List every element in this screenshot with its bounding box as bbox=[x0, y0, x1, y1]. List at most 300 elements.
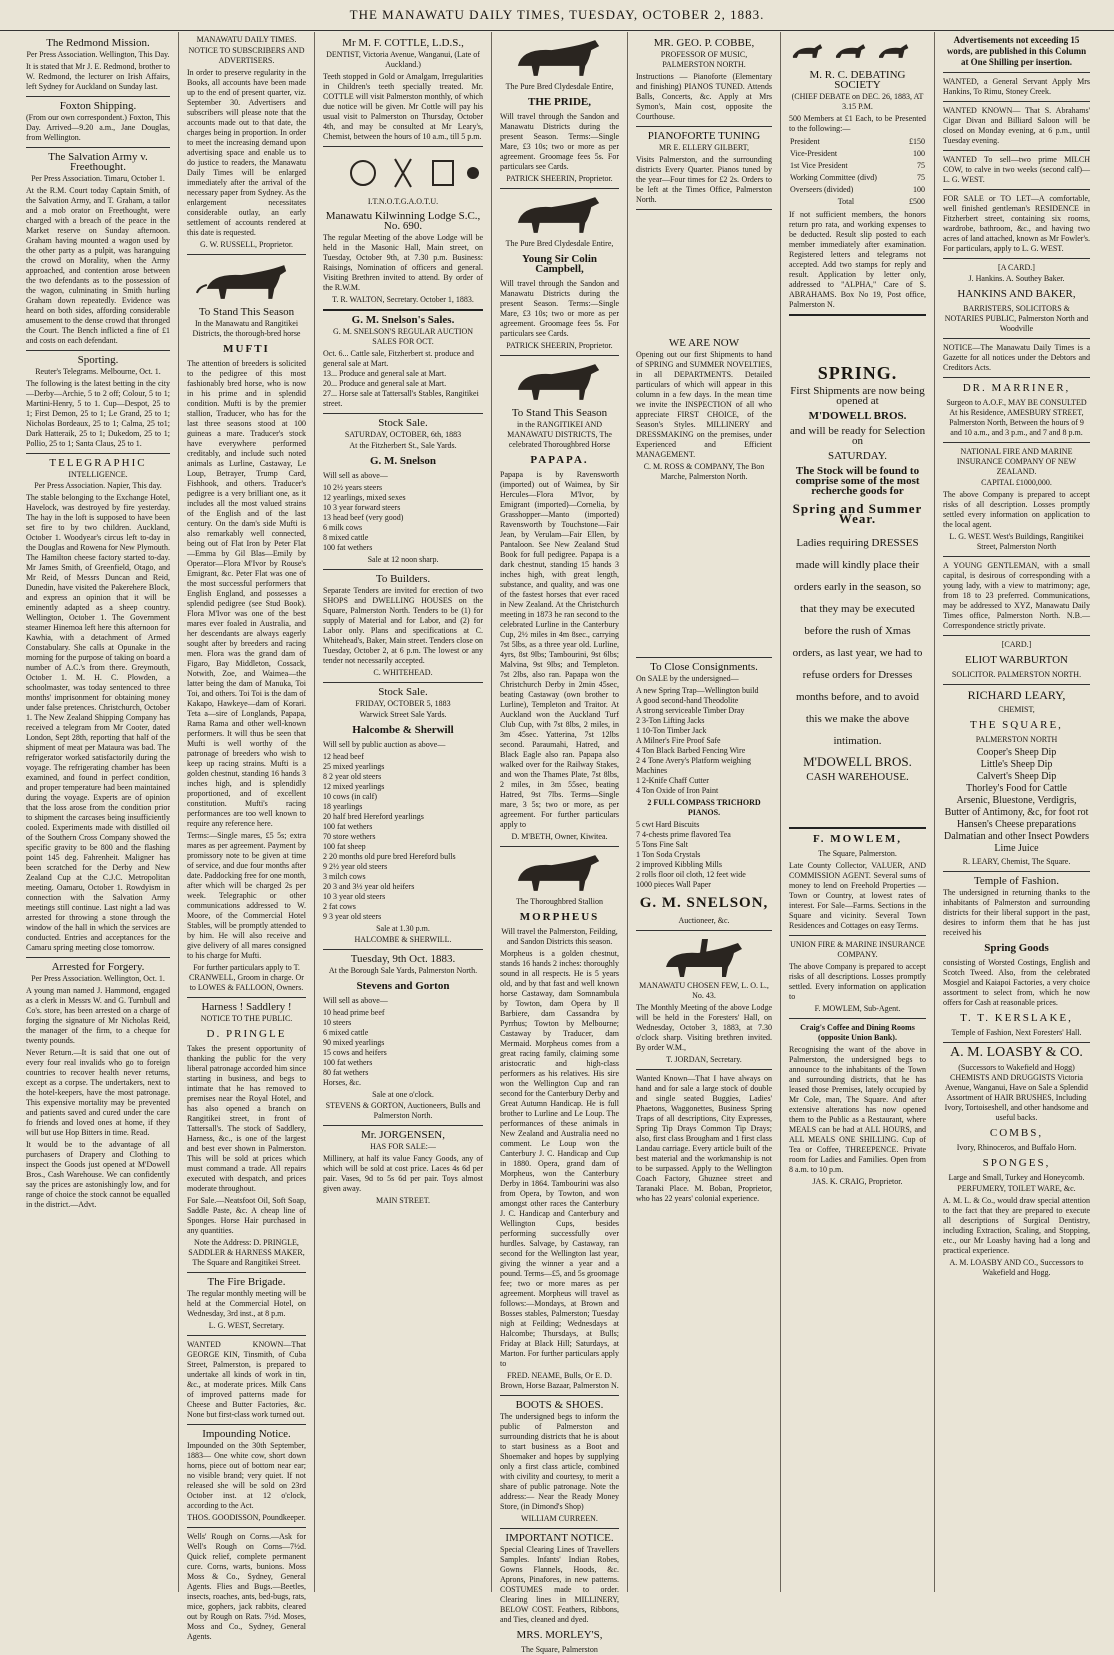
list-item: Oct. 6... Cattle sale, Fitzherbert st. produce and general sale at Mart. bbox=[323, 349, 474, 368]
leary-name: RICHARD LEARY, bbox=[967, 688, 1066, 702]
list-item: 10 steers bbox=[323, 1018, 352, 1027]
divider bbox=[636, 930, 772, 931]
stock-place: At the Fitzherbert St., Sale Yards. bbox=[349, 441, 457, 450]
morpheus-intro: The Thoroughbred Stallion bbox=[516, 897, 603, 906]
salvation-title: The Salvation Army v. Freethought. bbox=[48, 151, 148, 173]
divider bbox=[323, 309, 483, 311]
lodge-sig: T. JORDAN, Secretary. bbox=[666, 1055, 742, 1064]
cottle-title: Mr M. F. COTTLE, L.D.S., bbox=[342, 37, 464, 49]
list-item: 6 milk cows bbox=[323, 523, 363, 532]
cottle-text: Teeth stopped in Gold or Amalgam, Irregularities in Children's teeth specially treated. Mr. COTTLE will visit Palmerston monthly, of which due notice will be given. Mr Cottle will pay his usual visit to Palmerston on Thursday, October 4th, and may be consulted at Mr Leary's, Chemist, between the hours of 10 a.m., till 5 p.m. bbox=[323, 72, 483, 141]
important-text: Special Clearing Lines of Travellers Samples. Infants' Indian Robes, Gowns Flannels, Hoods, &c. Aprons, Pinafores, in new patterns. COSTUMES made to order. Clearing lines in MILLINERY, BELOW COST. Feathers, Ribbons, and Ties, cleaned and dyed. bbox=[500, 1545, 619, 1624]
wanted-abrahams: WANTED KNOWN— That S. Abrahams' Cigar Divan and Billiard Saloon will be closed on Monday evening, at 6 p.m., until Tuesday evening. bbox=[943, 106, 1090, 145]
list-item: Hansen's Cheese preparations bbox=[957, 819, 1076, 830]
divider bbox=[187, 1527, 306, 1528]
list-item: 10 head prime beef bbox=[323, 1008, 385, 1017]
union-title: UNION FIRE & MARINE INSURANCE COMPANY. bbox=[790, 940, 925, 959]
list-item: 2 fat cows bbox=[323, 902, 356, 911]
telegraphic-title: TELEGRAPHIC bbox=[49, 457, 147, 469]
list-item: 1000 pieces Wall Paper bbox=[636, 880, 711, 889]
ladies-text: Ladies requiring DRESSES made will kindly place their orders early in the season, so that they may be executed before the rush of Xmas orders, as last year, we had to refuse orders for Dresses months before, and to avoid this we make the above intimation. bbox=[792, 537, 923, 747]
divider bbox=[323, 682, 483, 683]
divider bbox=[789, 314, 926, 316]
salvation-sub: Per Press Association. Timaru, October 1. bbox=[31, 174, 165, 183]
horse-illustration bbox=[500, 193, 619, 237]
table-row: Vice-President 100 bbox=[790, 149, 925, 158]
divider bbox=[943, 635, 1090, 636]
column-1 bbox=[18, 32, 179, 1592]
insurance-sig: L. G. WEST. West's Buildings, Rangitikei Street, Palmerston North bbox=[949, 532, 1084, 551]
advt-text: It would be to the advantage of all purchasers of Drapery and Clothing to inspect the Goods just opened at M'Dowell Bros., Cash Warehouse. We can confidently say the prices are astonishingly low, and for range of choice the stock cannot be equalled in the district.—Advt. bbox=[26, 1140, 170, 1209]
columns bbox=[18, 32, 1098, 1654]
impound-title: Impounding Notice. bbox=[202, 1428, 291, 1440]
list-item: 27... Horse sale at Tattersall's Stables, Rangitikei street. bbox=[323, 389, 479, 408]
spring-line: First Shipments are now being opened at bbox=[790, 385, 925, 407]
divider bbox=[789, 935, 926, 936]
craig-sig: JAS. K. CRAIG, Proprietor. bbox=[812, 1177, 903, 1186]
list-item: 2 improved Kibbling Mills bbox=[636, 860, 722, 869]
morpheus-sig: FRED. NEAME, Bulls, Or E. D. Brown, Horse Bazaar, Palmerston N. bbox=[500, 1371, 619, 1390]
tuning-text: Visits Palmerston, and the surrounding districts Every Quarter. Pianos tuned by the year—Four times for £2 2s. Orders to be left at the Times Office, Palmerston North. bbox=[636, 155, 772, 204]
cash-warehouse: CASH WAREHOUSE. bbox=[806, 771, 909, 783]
column-7 bbox=[935, 32, 1098, 1592]
fashion-text: The undersigned in returning thanks to the inhabitants of Palmerston and surrounding districts for their liberal support in the past, desires to inform them that he has just received his bbox=[943, 888, 1090, 937]
column-4 bbox=[492, 32, 628, 1654]
divider bbox=[323, 413, 483, 414]
divider bbox=[323, 1125, 483, 1126]
notice-title: MANAWATU DAILY TIMES. bbox=[196, 35, 297, 44]
card-label: [A CARD.] bbox=[998, 263, 1035, 272]
mdowell-name: M'DOWELL BROS. bbox=[803, 754, 912, 769]
divider bbox=[26, 96, 170, 97]
loasby-note: A. M. L. & Co., would draw special attention to the fact that they are prepared to execute all descriptions of Surgical Dentistry, including Extraction, Scaling, and Stopping, etc., our Mr Loasby having had a long and practical experience. bbox=[943, 1196, 1090, 1255]
mufti-text: The attention of breeders is solicited to the pedigree of this most fashionably bred horse, who is now in his prime and in splendid condition. Mufti is by the premier stallion, Traducer, who has for the last three seasons stood at 100 guineas a mare. Traducer's stock have everywhere performed creditably, and include such noted animals as Lurline, Castaway, Le Loup, Betrayer, Trump Card, Fishhook, and others. Traducer's pedigree is a very brilliant one, as it includes all the most valued strains of the English and of the last century. On the dam's side Mufti is also remarkably well connected, being out of Flat Iron by Peter Flat—Emma by Gil Blas—Emily by Operator—Flora M'Ivor by Rouse's Emigrant, &c. Peter Flat was one of the most successful performers that English England, and possesses a splendid pedigree (see Stud Book). Flora M'Ivor was one of the best mares ever foaled in Australia, and her descendants are always eagerly sought after by breeders and racing men. Flora was the grand dam of Figaro, Bay Middleton, Cossack, Notwith, Zoe, and Waimea—the latter being the dam of Manuka, Toi Toi, and others. Toi Toi is the dam of Kakapo, Hawkeye—dam of Korari. Teta a—sire of Longlands, Papapa, Rama Rama and other well-known performers. It will thus be seen that Mufti is well worthy of the patronage of breeders who wish to keep up racing strains. Mufti is a golden chestnut, standing 16 hands 3 inches high, and is splendidly proportioned, and of excellent constitution. Mufti's racing performances are too well known to require any reference here. bbox=[187, 359, 306, 828]
table-row: Working Committee (divd) 75 bbox=[790, 173, 925, 182]
divider bbox=[943, 101, 1090, 102]
forgery-title: Arrested for Forgery. bbox=[51, 961, 145, 973]
divider bbox=[789, 827, 926, 829]
advert-head: Advertisements not exceeding 15 words, are published in this Column at One Shilling per insertion. bbox=[946, 35, 1087, 67]
pringle-sale: For Sale.—Neatsfoot Oil, Soft Soap, Saddle Paste, &c. A cheap line of Sponges. Horse Hair purchased in any quantities. bbox=[187, 1196, 306, 1235]
list-item: Calvert's Sheep Dip bbox=[976, 771, 1057, 782]
eliot-sub: SOLICITOR. PALMERSTON NORTH. bbox=[951, 670, 1082, 679]
blank-space bbox=[789, 320, 926, 360]
list-item: 12 head beef bbox=[323, 752, 364, 761]
list-item: 12 mixed yearlings bbox=[323, 782, 385, 791]
craig-title: Craig's Coffee and Dining Rooms (opposite Union Bank). bbox=[800, 1023, 915, 1042]
important-title: IMPORTANT NOTICE. bbox=[505, 1532, 614, 1544]
wanted-servant: WANTED, a General Servant Apply Mrs Hankins, To Rimu, Stoney Creek. bbox=[943, 77, 1090, 96]
debating-title: M. R. C. DEBATING SOCIETY bbox=[809, 69, 906, 91]
divider bbox=[943, 556, 1090, 557]
loasby-sig: A. M. LOASBY AND CO., Successors to Wakefield and Hogg. bbox=[949, 1258, 1084, 1277]
spring-line: M'DOWELL BROS. bbox=[808, 410, 907, 422]
list-item: 1 2-Knife Chaff Cutter bbox=[636, 776, 709, 785]
fashion-title: Temple of Fashion. bbox=[973, 875, 1060, 887]
column-2 bbox=[179, 32, 315, 1641]
divider bbox=[636, 209, 772, 210]
stock-date: SATURDAY, OCTOBER, 6th, 1883 bbox=[344, 430, 462, 439]
pianos-title: 2 FULL COMPASS TRICHORD PIANOS. bbox=[647, 798, 761, 817]
divider bbox=[500, 846, 619, 847]
halcombe-sig: HALCOMBE & SHERWILL. bbox=[354, 935, 452, 944]
divider bbox=[26, 453, 170, 454]
boots-sig: WILLIAM CURREEN. bbox=[521, 1514, 598, 1523]
leary-town: PALMERSTON NORTH bbox=[975, 735, 1058, 744]
divider bbox=[943, 72, 1090, 73]
debating-text: 500 Members at £1 Each, to be Presented to the following:— bbox=[789, 114, 926, 133]
divider bbox=[323, 569, 483, 570]
stock-sale-title: Stock Sale. bbox=[378, 417, 428, 429]
leary-square: THE SQUARE, bbox=[970, 719, 1063, 731]
pride-sig: PATRICK SHEERIN, Proprietor. bbox=[506, 174, 613, 183]
blank-space bbox=[636, 483, 772, 653]
sporting-text: The following is the latest betting in the city—Derby—Archie, 5 to 2 off; Colour, 5 to 1; Martini-Henry, 5 to 1. Cup—Despot, 25 to 1; First Demon, 25 to 1; Le Grand, 25 to 1; Nicholas Bordeaux, 25 to 1; Calma, 25 to1; Dark Hatteraik, 25 to 1; Dukedom, 25 to 1; Pollio, 25 to 1; Santa Claus, 25 to 1. bbox=[26, 379, 170, 448]
divider bbox=[323, 949, 483, 950]
spring-wear: Spring and Summer Wear. bbox=[792, 501, 923, 526]
union-sig: F. MOWLEM, Sub-Agent. bbox=[814, 1004, 901, 1013]
salvation-text: At the R.M. Court today Captain Smith, of the Salvation Army, and T. Graham, a tailor and a mob orator on Freethought, were charged with a breach of the peace in the Market reserve on Sunday afternoon. Graham having mounted a wagon used by the other party as a pulpit, was haranguing the crowd on Morality, when the Army approached, and contention arose between the two defendants as to the possession of the wagon, culminating in Smith hurling Graham down repeatedly. Evidence was heard on both sides, affording considerable amusement to the dense crowd that thronged the Court. The Bench inflicted a fine of £1 and costs on each defendant. bbox=[26, 186, 170, 345]
divider bbox=[943, 1042, 1090, 1043]
divider bbox=[26, 350, 170, 351]
divider bbox=[187, 254, 306, 255]
table-row: Overseers (divided) 100 bbox=[790, 185, 925, 194]
mowlem-text: Late County Collector, VALUER, AND COMMISSION AGENT. Several sums of money to lend on Freehold Properties — Town or Country, at lowest rates of interest. For Sale—Farms. Sections in the Square and vicinity. Several Town Residences and Cottages on easy Terms. bbox=[789, 861, 926, 930]
tuesday-place: At the Borough Sale Yards, Palmerston North. bbox=[328, 966, 478, 975]
sporting-title: Sporting. bbox=[77, 354, 119, 366]
list-item: A new Spring Trap—Wellington build bbox=[636, 686, 759, 695]
list-item: 8 2 year old steers bbox=[323, 772, 382, 781]
column-5 bbox=[628, 32, 781, 1592]
list-item: 9 2½ year old steers bbox=[323, 862, 388, 871]
stand-sub: In the Manawatu and Rangitikei Districts, the thorough-bred horse bbox=[192, 319, 301, 338]
list-item: 15 cows and heifers bbox=[323, 1048, 387, 1057]
builders-text: Separate Tenders are invited for erection of two SHOPS and DWELLING HOUSES on the Square, Palmerston North. Tenders to be (1) for supply of Material and for Labor, and (2) for Labor only. Plans and specifications at C. Whitehead's, Baker, Main street. Tenders close on Tuesday, October 2, at 6 p.m. The lowest or any tender not necessarily accepted. bbox=[323, 586, 483, 665]
sporting-sub: Reuter's Telegrams. Melbourne, Oct. 1. bbox=[35, 367, 161, 376]
snelson-intro: G. M. SNELSON'S REGULAR AUCTION SALES FOR OCT. bbox=[332, 327, 474, 346]
list-item: 13... Produce and general sale at Mart. bbox=[323, 369, 447, 378]
list-item: Arsenic, Bluestone, Verdigris, Butter of Antimony, &c, for foot rot bbox=[944, 795, 1089, 818]
list-item: 100 fat wethers bbox=[323, 822, 373, 831]
morpheus-name: MORPHEUS bbox=[519, 911, 600, 923]
snelson-big: G. M. SNELSON, bbox=[639, 895, 769, 911]
wanted-buggies: Wanted Known—That I have always on hand and for sale a large stock of double and single seated Buggies, Ladies' Phaetons, Waggonettes, Business Spring Traps of all descriptions, City Expresses, Spring Tip Drays Common Tip Drays; also, first class Brougham and 1 first class Landau carriage. Every article built of the best material and the workmanship is not to be surpassed. Apply to the Wellington Coach Factory, Ghuznee street and Taranaki Place. M. Boban, Proprietor, who has 22 years' colonial experience. bbox=[636, 1074, 772, 1203]
list-item: 20 half bred Hereford yearlings bbox=[323, 812, 424, 821]
perfumery-title: PERFUMERY, TOILET WARE, &c. bbox=[957, 1184, 1076, 1193]
leary-list bbox=[943, 747, 1090, 855]
column-6 bbox=[781, 32, 935, 1592]
list-item: 80 fat wethers bbox=[323, 1068, 369, 1077]
list-item: 8 mixed cattle bbox=[323, 533, 369, 542]
card-names: J. Hankins. A. Southey Baker. bbox=[968, 274, 1065, 283]
list-item: Dalmatian and other Insect Powders bbox=[944, 831, 1089, 842]
blank-space bbox=[636, 214, 772, 334]
racing-horses-illustration bbox=[789, 36, 926, 66]
list-item: A good second-hand Theodolite bbox=[636, 696, 739, 705]
mufti-name: MUFTI bbox=[223, 343, 270, 355]
divider bbox=[789, 1018, 926, 1019]
spring-heading: SPRING. bbox=[817, 363, 898, 383]
kerslake-name: T. T. KERSLAKE, bbox=[960, 1012, 1073, 1024]
mowlem-address: The Square, Palmerston. bbox=[818, 849, 897, 858]
horse-illustration bbox=[500, 360, 619, 404]
lodge-sig: T. R. WALTON, Secretary. October 1, 1883. bbox=[332, 295, 474, 304]
pride-intro: The Pure Bred Clydesdale Entire, bbox=[505, 82, 614, 91]
young-text: Will travel through the Sandon and Manawatu Districts during the present Season. Terms:—Single Mare, £3 10s; two or more as per agreement. Groomage fees 5s. For particulars see Cards. bbox=[500, 279, 619, 338]
spring-goods: Spring Goods bbox=[984, 942, 1049, 954]
notice-gazette: NOTICE—The Manawatu Daily Times is a Gazette for all notices under the Debtors and Creditors Acts. bbox=[943, 343, 1090, 372]
cobbe-title: MR. GEO. P. COBBE, bbox=[653, 37, 755, 49]
forgery-sub: Per Press Association. Wellington, Oct. 1. bbox=[31, 974, 165, 983]
stevens-name: Stevens and Gorton bbox=[356, 980, 450, 992]
list-item: 6 mixed cattle bbox=[323, 1028, 369, 1037]
harness-sub: NOTICE TO THE PUBLIC. bbox=[200, 1014, 293, 1023]
lodge-text: The Monthly Meeting of the above Lodge will be held in the Foresters' Hall, on Wednesday, October 3, 1883, at 7.30 o'clock sharp. Visiting brethren invited. By order W.M., bbox=[636, 1003, 772, 1052]
important-sig: MRS. MORLEY'S, bbox=[516, 1629, 603, 1641]
now-sig: C. M. ROSS & COMPANY, The Bon Marche, Palmerston North. bbox=[643, 462, 765, 481]
papapa-name: PAPAPA. bbox=[530, 454, 589, 466]
list-item: 5 cwt Hard Biscuits bbox=[636, 820, 700, 829]
papapa-sig: D. M'BETH, Owner, Kiwitea. bbox=[511, 832, 608, 841]
telegraphic-sub2: Per Press Association. Napier, This day. bbox=[34, 481, 162, 490]
list-item: 20... Produce and general sale at Mart. bbox=[323, 379, 447, 388]
list-item: 4 Ton Black Barbed Fencing Wire bbox=[636, 746, 746, 755]
loasby-text: (Successors to Wakefield and Hogg) CHEMISTS AND DRUGGISTS Victoria Avenue, Wanganui, Have on Sale a Splendid Assortment of HAIR BRUSHES, Including Ivory, Tortoiseshell, and other handsome and useful backs. bbox=[944, 1063, 1089, 1122]
tuning-sub: MR E. ELLERY GILBERT, bbox=[659, 143, 749, 152]
jorgensen-address: MAIN STREET. bbox=[375, 1196, 431, 1205]
divider bbox=[323, 146, 483, 147]
close-intro: On SALE by the undersigned— bbox=[636, 674, 739, 683]
list-item: 18 yearlings bbox=[323, 802, 363, 811]
list-item: Thorley's Food for Cattle bbox=[966, 783, 1067, 794]
now-text: Opening out our first Shipments to hand of SPRING and SUMMER NOVELTIES, in all DEPARTMENTS. Detailed particulars of which will appear in this column in a few days. In the mean time we invite the INSPECTION of all who appreciate FIRST CHOICE, of the Season's Styles. MILLINERY and DRESSMAKING on the premises, under Experienced and Efficient MANAGEMENT. bbox=[636, 350, 772, 459]
list-item: 4 Ton Oxide of Iron Paint bbox=[636, 786, 719, 795]
list-item: 13 head beef (very good) bbox=[323, 513, 404, 522]
divider bbox=[943, 684, 1090, 685]
list-item: 70 store wethers bbox=[323, 832, 376, 841]
halcombe-time: Sale at 1.30 p.m. bbox=[376, 924, 430, 933]
list-item: A strong serviceable Timber Dray bbox=[636, 706, 745, 715]
debating-sub: (CHIEF DEBATE on DEC. 26, 1883, AT 3.15 P.M. bbox=[791, 92, 924, 111]
stevens-list bbox=[323, 1008, 483, 1088]
horse-illustration bbox=[187, 259, 306, 303]
divider bbox=[26, 147, 170, 148]
impound-text: Impounded on the 30th September, 1883— One white cow, short down horns, piece out of bottom near ear; no visible brand; very quiet. If not released she will be sold on 23rd October inst. at 12 o'clock, according to the Act. bbox=[187, 1441, 306, 1510]
lodge-title: MANAWATU CHOSEN FEW, L. O. L., No. 43. bbox=[639, 981, 769, 1000]
close-list bbox=[636, 686, 772, 796]
fire-sig: L. G. WEST, Secretary. bbox=[208, 1321, 285, 1330]
impound-sig: THOS. GOODISSON, Poundkeeper. bbox=[187, 1513, 306, 1522]
redmond-title: The Redmond Mission. bbox=[46, 37, 150, 49]
mufti-terms: Terms:—Single mares, £5 5s; extra mares as per agreement. Payment by promissory note to be given at time of service, and due four months after date. Paddocking free for one month, after which will be charged 2s per week. Telegraphic or other communications addressed to W. Moore, of the Commercial Hotel Stables, will be promptly attended to by him. He will also receive and give delivery of all mares consigned to his charge for Mufti. bbox=[187, 831, 306, 960]
hankins-sub: BARRISTERS, SOLICITORS & NOTARIES PUBLIC, Palmerston North and Woodville bbox=[944, 304, 1089, 333]
table-row: 1st Vice President 75 bbox=[790, 161, 925, 170]
lodge-code: I.T.N.O.T.G.A.O.T.U. bbox=[367, 197, 439, 206]
stock-time: Sale at 12 noon sharp. bbox=[367, 555, 439, 564]
snelson-role: Auctioneer, &c. bbox=[678, 916, 730, 925]
divider bbox=[26, 957, 170, 958]
debating-table bbox=[789, 136, 926, 208]
horse-illustration bbox=[500, 851, 619, 895]
stevens-time: Sale at one o'clock. bbox=[372, 1090, 434, 1099]
loasby-name: A. M. LOASBY & CO. bbox=[950, 1045, 1083, 1060]
table-row: Total £500 bbox=[837, 197, 925, 206]
divider bbox=[187, 1424, 306, 1425]
tuesday-title: Tuesday, 9th Oct. 1883. bbox=[350, 953, 456, 965]
wanted-tinsmith: WANTED KNOWN—That GEORGE KIN, Tinsmith, of Cuba Street, Palmerston, is prepared to undertake all kinds of work in tin, &c., at moderate prices. Milk Cans of improved patterns made for Cheese and Butter Factories, &c. None but first-class work turned out. bbox=[187, 1340, 306, 1419]
leary-sig: R. LEARY, Chemist, The Square. bbox=[962, 857, 1071, 866]
papapa-sub: in the RANGITIKEI AND MANAWATU DISTRICTS, The celebrated Thoroughbred Horse bbox=[507, 420, 612, 449]
tuning-title: PIANOFORTE TUNING bbox=[647, 130, 761, 142]
marriner-name: DR. MARRINER, bbox=[962, 382, 1071, 394]
sponges-title: SPONGES, bbox=[982, 1157, 1051, 1169]
craig-text: Recognising the want of the above in Palmerston, the undersigned begs to announce to the inhabitants of the Town and surrounding districts, that he has leased those Premises, lately occupied by Mr Cole, man, The Square. And after extensive alterations has now opened them to the Public as a Restaurant, where MEALS can be had at ALL HOURS, and ALL MEALS ONE SHILLING. Cup of Tea or Coffee, THREEPENCE. Private room for Ladies and Families. Open from 8 a.m. to 10 p.m. bbox=[789, 1045, 926, 1174]
fire-text: The regular monthly meeting will be held at the Commercial Hotel, on Wednesday, 3rd inst., at 8 p.m. bbox=[187, 1289, 306, 1318]
jorgensen-text: Millinery, at half its value Fancy Goods, any of which will be sold at cost price. Laces 4s 6d per pair. Vases, 9d to 5s 6d per pair. Toys almost given away. bbox=[323, 1154, 483, 1193]
cobbe-text: Instructions — Pianoforte (Elementary and finishing) PIANOS TUNED. Attends Balls, Concerts, &c. Apply at Mrs Symon's, Main cost, opposite the Courthouse. bbox=[636, 72, 772, 121]
stock-list bbox=[323, 483, 483, 553]
pringle-address: Note the Address: D. PRINGLE, SADDLER & HARNESS MAKER, The Square and Rangitikei Street. bbox=[188, 1238, 305, 1267]
divider bbox=[636, 126, 772, 127]
pride-text: Will travel through the Sandon and Manawatu Districts during the present Season. Terms:—Single Mare, £3 10s; two or more as per agreement. Groomage fees 5s. For particulars see Cards. bbox=[500, 112, 619, 171]
lodge-text: The regular Meeting of the above Lodge will be held in the Masonic Hall, Main street, on Tuesday, October 9th, at 7.30 p.m. Business: Raisings, Nomination of officers and general. Visiting Brethren invited to attend. By order of the R.W.M. bbox=[323, 233, 483, 292]
divider bbox=[500, 188, 619, 189]
insurance-text: The above Company is prepared to accept risks of all description. Losses promptly settled every information on application to the local agent. bbox=[943, 490, 1090, 529]
list-item: 7 4-chests prime flavored Tea bbox=[636, 830, 731, 839]
list-item: 9 3 year old steers bbox=[323, 912, 382, 921]
blank-space bbox=[789, 787, 926, 823]
list-item: 10 3 year forward steers bbox=[323, 503, 401, 512]
mowlem-name: F. MOWLEM, bbox=[813, 833, 902, 845]
list-item: Cooper's Sheep Dip bbox=[976, 747, 1057, 758]
eliot-card: [CARD.] bbox=[1001, 640, 1032, 649]
insurance-title: NATIONAL FIRE AND MARINE INSURANCE COMPANY OF NEW ZEALAND. bbox=[956, 447, 1077, 476]
list-item: 3 milch cows bbox=[323, 872, 366, 881]
combs-sub: Ivory, Rhinoceros, and Buffalo Horn. bbox=[956, 1143, 1077, 1152]
list-item: 10 3 year old steers bbox=[323, 892, 386, 901]
stevens-sig: STEVENS & GORTON, Auctioneers, Bulls and Palmerston North. bbox=[325, 1101, 481, 1120]
morpheus-sub: Will travel the Palmerston, Feilding, and Sandon Districts this season. bbox=[501, 927, 618, 946]
stock-intro: Will sell as above— bbox=[323, 471, 388, 480]
boots-text: The undersigned begs to inform the public of Palmerston and surrounding districts that he is about to start business as a Boot and Shoemaker and hopes by supplying only a first class article, combined with civility and courtesy, to merit a share of public patronage. Note the address:— Near the Ready Money Store, (in Dimond's Shop) bbox=[500, 1412, 619, 1511]
list-item: 90 mixed yearlings bbox=[323, 1038, 385, 1047]
builders-title: To Builders. bbox=[375, 573, 431, 585]
divider bbox=[636, 1069, 772, 1070]
hankins-name: HANKINS AND BAKER, bbox=[957, 288, 1076, 300]
snelson-sales-list bbox=[323, 349, 483, 409]
divider bbox=[943, 338, 1090, 339]
masonic-emblem-icon bbox=[323, 151, 483, 195]
halcombe-intro: Will sell by public auction as above— bbox=[323, 740, 446, 749]
list-item: 100 fat sheep bbox=[323, 842, 366, 851]
divider bbox=[943, 150, 1090, 151]
list-item: Horses, &c. bbox=[323, 1078, 361, 1087]
divider bbox=[500, 1528, 619, 1529]
halcombe-name: Halcombe & Sherwill bbox=[352, 724, 454, 736]
divider bbox=[636, 657, 772, 658]
pringle-name: D. PRINGLE bbox=[206, 1028, 287, 1040]
insurance-capital: CAPITAL £1000,000. bbox=[981, 478, 1052, 487]
list-item: 1 Ton Soda Crystals bbox=[636, 850, 701, 859]
papapa-text: Papapa is by Ravensworth (imported) out of Waimea, by Sir Hercules—Flora M'Ivor, by Emigrant (imported)—Cornelia, by Grasshopper—Manto (imported) Ravensworth by Touchstone—Fair Jean, by Verulam—Fair Ellen, by Pantaloon. See New Zealand Stud Book for full pedigree. Papapa is a dark chestnut, standing 15 hands 3 inches high, with great length, substance, and quality, and was one of the fastest horses that ever raced in New Zealand. At the Christchurch meeting in 1873 he ran second to the celebrated Lurline in the Canterbury Cup, 2½ miles in 4m 8sec., carrying 7st 5lbs, as a three year old. Lurline, 4yrs, 8st 9lbs; Tambourini, 9st 6lbs; Malvina, 9st 9lbs; and Templeton. 7st 2lbs, also ran. Papapa won the Christchurch Derby in 2min 45sec, beating Castaway (own brother to Lurline), Templeton and Traitor. At Auckland won the Auckland Turf Club Cup, with 7st 8lbs, 2 miles, in 3m 45sec. Yatterina, 7st 12lbs second. Paraumahi, Hatred, and Black Eagle also ran. Papapa also walked over for the Railway Stakes, and won the Thames Plate, 7st 8lbs, 2 miles, in 3m 55sec, beating Hatred, 9st 7lbs. Terms—Single mare, 3 5s; two or more, as per agreement. For further particulars apply to bbox=[500, 470, 619, 829]
stock2-place: Warwick Street Sale Yards. bbox=[359, 710, 447, 719]
never-return-text: Never Return.—It is said that one out of every four real invalids who go to foreign countries to recover health never returns, except as a corpse. The undertakers, next to the hotel-keepers, have the most patronage. This expensive mortality may be prevented and patients saved and cured under the care fo friends and loved ones at home, if they will but use Hop Bitters in time. Read. bbox=[26, 1048, 170, 1137]
leary-role: CHEMIST, bbox=[998, 705, 1035, 714]
horse-illustration bbox=[500, 36, 619, 80]
pianos-list bbox=[636, 820, 772, 890]
spring-line: and will be ready for Selection on bbox=[789, 425, 926, 447]
jorgensen-sub: HAS FOR SALE:— bbox=[370, 1142, 436, 1151]
list-item: 2 4 Tone Avery's Platform weighing Machines bbox=[636, 756, 752, 775]
divider bbox=[943, 442, 1090, 443]
snelson-sales-title: G. M. Snelson's Sales. bbox=[351, 314, 455, 326]
list-item: Lime Juice bbox=[994, 843, 1039, 854]
lodge-title: Manawatu Kilwinning Lodge S.C., No. 690. bbox=[325, 210, 481, 232]
list-item: 10 2½ years steers bbox=[323, 483, 383, 492]
pringle-text: Takes the present opportunity of thanking the public for the very liberal patronage accorded him since starting in business, and begs to intimate that he has removed to premises near the Royal Hotel, and has also opened a branch on Rangitikei street, in front of Tattersall's. The stock of Saddlery, Harness, &c., is one of the largest and best ever shown in Palmerston. This will be sold at prices which must command a trade. All repairs executed with despatch, and prices moderate throughout. bbox=[187, 1044, 306, 1193]
jorgensen-title: Mr. JORGENSEN, bbox=[360, 1129, 446, 1141]
for-sale-residence: FOR SALE or TO LET—A comfortable, well finished gentleman's RESIDENCE in Fitzherbert street, containing six rooms, wardrobe, bathroom, &c., and having two acres of land attached, known as Mr Fowler's. For particulars, apply to L. G. WEST. bbox=[943, 194, 1090, 253]
cobbe-sub: PROFESSOR OF MUSIC, PALMERSTON NORTH. bbox=[660, 50, 748, 69]
list-item: 2 20 months old pure bred Hereford bulls bbox=[323, 852, 456, 861]
divider bbox=[943, 258, 1090, 259]
divider bbox=[187, 1272, 306, 1273]
divider bbox=[187, 997, 306, 998]
harness-title: Harness ! Saddlery ! bbox=[201, 1001, 292, 1013]
list-item: 100 fat wethers bbox=[323, 1058, 373, 1067]
sponges-sub: Large and Small, Turkey and Honeycomb. bbox=[948, 1173, 1085, 1182]
table-row: President £150 bbox=[790, 137, 925, 146]
list-item: 2 rolls floor oil cloth, 12 feet wide bbox=[636, 870, 746, 879]
union-text: The above Company is prepared to accept risks of all descriptions. Losses promptly settled. Every information on application to bbox=[789, 962, 926, 1001]
pride-name: THE PRIDE, bbox=[528, 96, 591, 108]
list-item: 5 Tons Fine Salt bbox=[636, 840, 688, 849]
young-name: Young Sir Colin Campbell, bbox=[522, 253, 597, 275]
spring-line: SATURDAY. bbox=[828, 450, 887, 462]
halcombe-list bbox=[323, 752, 483, 922]
debating-note: If not sufficient members, the honors return pro rata, and working expenses to be deducted. Result slip posted to each member immediately after examination. Registered letters and telegrams not accepted. Add two stamps for reply and result. Application by letter only, addressed to "ALPHA," Care of S. ABRAHAMS. Box No 19, Post office, Palmerston N. bbox=[789, 210, 926, 309]
fire-title: The Fire Brigade. bbox=[207, 1276, 286, 1288]
notice-sig: G. W. RUSSELL, Proprietor. bbox=[199, 240, 294, 249]
stock2-title: Stock Sale. bbox=[378, 686, 428, 698]
list-item: A Milner's Fire Proof Safe bbox=[636, 736, 721, 745]
list-item: 10 cows (in calf) bbox=[323, 792, 377, 801]
wanted-cow: WANTED To sell—two prime MILCH COW, to calve in two weeks (second calf)—L. G. WEST. bbox=[943, 155, 1090, 184]
redmond-text: It is stated that Mr J. E. Redmond, brother to W. Redmond, the lecturer on Irish Affairs, left Sydney for Auckland on Sunday last. bbox=[26, 62, 170, 91]
divider bbox=[187, 1335, 306, 1336]
important-address: The Square, Palmerston bbox=[521, 1645, 598, 1654]
telegraphic-text: The stable belonging to the Exchange Hotel, Havelock, was destroyed by fire yesterday. The hay in the loft is supposed to have been set fire to by two children. Auckland, October 1. Woodyear's circus left to-day in the Douglas and Rowena for New Plymouth. The Hamilton cheese factory started to-day. Mr James Smith, of Greenfield, Otago, and Mr Reid, of Messrs Duncan and Reid, Dunedin, have visited the Pakerehere Block, and express an opinion that it will be eminently adapted as a sheep country. Wellington, October 1. The Government steamer Hinemoa left here this afternoon for Kawhia, with a detachment of Armed Constabulary. She calls at Opunake in the morning for the purpose of taking on board a number of A.C.'s from there. Greymouth, October 1. M. H. C. Plowden, a schoolmaster, was today sentenced to three months' imprisonment for obtaining money under false pretences. Christchurch, October 1. The New Zealand Shipping Company has received a telegram from Mr Cooter, dated London, Sept 28th, reporting that half of the shipment of meat per Mataura was bad. The refrigerator worked satisfactorily during the voyage. The refrigerating chamber has been examined, and found in perfect condition, and proper temperature had been maintained during the voyage. Experts are of opinion that the loss arose from the condition prior to shipment the carcases being insufficiently cooled. Experiments made with distilled oil of the Southern Cross Company showed the specific gravity to be 800 and the flashing point 145 deg. Fahrenheit. Maligner has been scratched for the Derby and New Zealand Cup at the C.J.C. Metropolitan meeting. Oamaru, October 1. Rowdyism in connection with the Salvation Army meetings still continue. Last night a lad was arrested for throwing a stone through the window of the hall in which the services are conducted. Entries and acceptances for the Camaru spring meeting close tomorrow. bbox=[26, 493, 170, 952]
marriner-text: Surgeon to A.O.F., MAY BE CONSULTED At his Residence, AMESBURY STREET, Palmerston North, Between the hours of 9 and 10 a.m., and 3 p.m., and 7 and 8 p.m. bbox=[946, 398, 1087, 437]
foxton-title: Foxton Shipping. bbox=[59, 100, 137, 112]
fashion-text2: consisting of Worsted Costings, English and Scotch Tweed. Also, from the celebrated Mosgiel and Kaiapoi Factories, a very choice assortment to select from, which he now offers for Cash at reasonable prices. bbox=[943, 958, 1090, 1007]
divider bbox=[500, 1395, 619, 1396]
combs-title: COMBS, bbox=[989, 1127, 1044, 1139]
mufti-sig: For further particulars apply to T. CRANWELL, Groom in charge. Or to LOWES & FALLOON, Owners. bbox=[189, 963, 304, 992]
column-3 bbox=[315, 32, 492, 1592]
list-item: 100 fat wethers bbox=[323, 543, 373, 552]
now-title: WE ARE NOW bbox=[668, 337, 740, 349]
stock-seller: G. M. Snelson bbox=[369, 455, 436, 467]
stock-line: The Stock will be found to comprise some of the most recherche goods for bbox=[795, 465, 920, 497]
young-sig: PATRICK SHEERIN, Proprietor. bbox=[506, 341, 613, 350]
divider bbox=[500, 355, 619, 356]
young-intro: The Pure Bred Clydesdale Entire, bbox=[505, 239, 614, 248]
stock2-date: FRIDAY, OCTOBER 5, 1883 bbox=[355, 699, 451, 708]
notice-text: In order to preserve regularity in the Books, all accounts have been made up to the end of present quarter, viz. September 30. Advertisers and subscribers will please note that the accounts made out to that date, the charges being in proportion. In order to meet the increasing demand upon advertising space and enable us to do justice to readers, the Manawatu Daily Times will be enlarged immediately after the arrival of the necessary paper from Sydney. As the enlargement necessitates considerable outlay, an early settlement of accounts rendered at this date is requested. bbox=[187, 68, 306, 237]
list-item: 12 yearlings, mixed sexes bbox=[323, 493, 406, 502]
kerslake-sub: Temple of Fashion, Next Foresters' Hall. bbox=[951, 1028, 1082, 1037]
